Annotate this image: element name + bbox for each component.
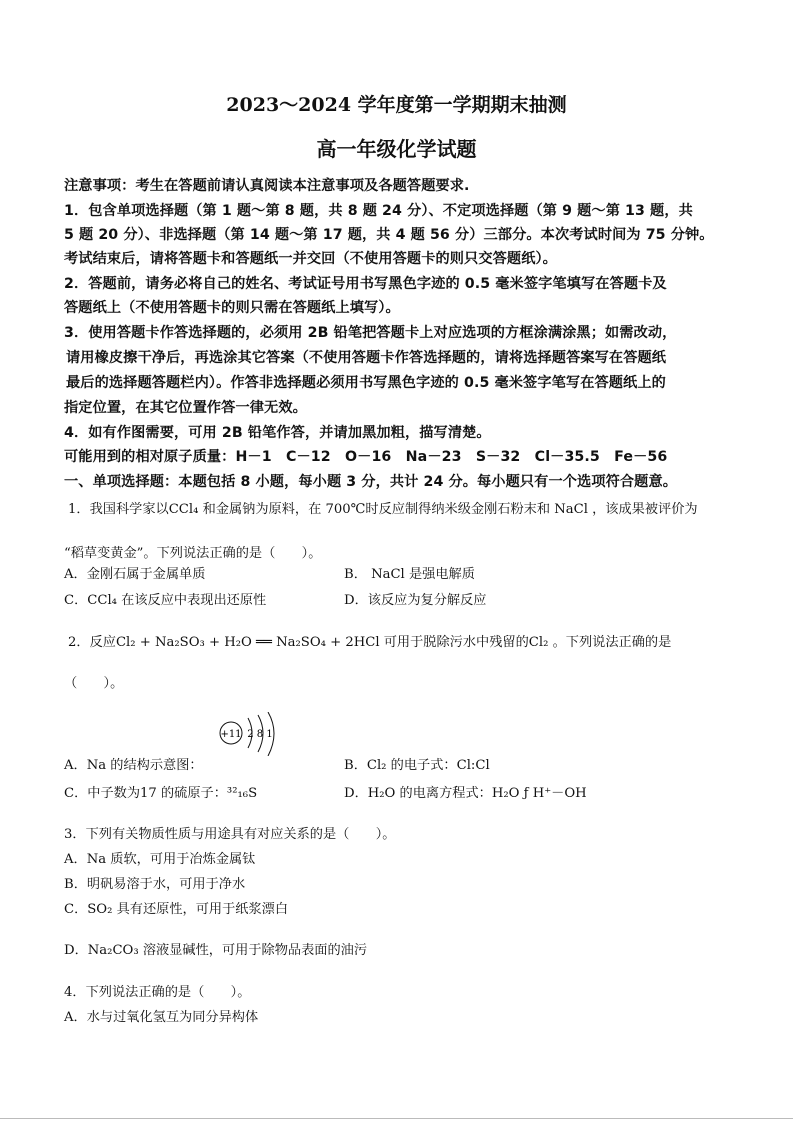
option-c: C．中子数为17 的硫原子：³²₁₆S xyxy=(64,786,258,801)
page-bottom-rule xyxy=(0,1118,793,1119)
option-b: B．明矾易溶于水，可用于净水 xyxy=(64,877,246,892)
notice-line: 考试结束后，请将答题卡和答题纸一并交回（不使用答题卡的则只交答题纸）。 xyxy=(64,251,557,267)
option-a: A．Na 质软，可用于冶炼金属钛 xyxy=(64,852,256,867)
notice-line: 2．答题前，请务必将自己的姓名、考试证号用书写黑色字迹的 0.5 毫米签字笔填写在答题卡及 xyxy=(64,276,667,292)
option-a: A．金刚石属于金属单质 xyxy=(64,567,206,582)
option-d: D．Na₂CO₃ 溶液显碱性，可用于除物品表面的油污 xyxy=(64,943,368,958)
question-stem: 2．反应Cl₂ + Na₂SO₃ + H₂O ══ Na₂SO₄ + 2HCl 可用于脱除污水中残留的Cl₂ 。下列说法正确的是 xyxy=(68,635,672,650)
option-d: D．该反应为复分解反应 xyxy=(344,593,487,608)
notice-line: 最后的选择题答题栏内）。作答非选择题必须用书写黑色字迹的 0.5 毫米签字笔写在答题纸上的 xyxy=(66,375,666,391)
option-a: A．Na 的结构示意图： xyxy=(64,758,203,773)
atomic-masses: 可能用到的相对原子质量：H－1 C－12 O－16 Na－23 S－32 Cl－35.5 Fe－56 xyxy=(64,449,668,465)
notice-line: 4．如有作图需要，可用 2B 铅笔作答，并请加黑加粗，描写清楚。 xyxy=(64,425,491,441)
exam-title: 2023～2024 学年度第一学期期末抽测 xyxy=(226,94,567,116)
question-stem: 3．下列有关物质性质与用途具有对应关系的是（ ）。 xyxy=(64,827,396,842)
option-b: B． NaCl 是强电解质 xyxy=(344,567,475,582)
notice-line: 5 题 20 分）、非选择题（第 14 题～第 17 题，共 4 题 56 分）三部分。本次考试时间为 75 分钟。 xyxy=(64,227,714,243)
option-c: C．CCl₄ 在该反应中表现出还原性 xyxy=(64,593,267,608)
nucleus-charge: +11 xyxy=(220,729,242,740)
section-heading: 一、单项选择题：本题包括 8 小题，每小题 3 分，共计 24 分。每小题只有一个选项符合题意。 xyxy=(64,474,678,490)
question-stem: “稻草变黄金”。下列说法正确的是（ ）。 xyxy=(64,546,322,561)
notice-line: 请用橡皮擦干净后，再选涂其它答案（不使用答题卡作答选择题的，请将选择题答案写在答题纸 xyxy=(66,350,667,366)
notice-line: 指定位置，在其它位置作答一律无效。 xyxy=(64,400,307,416)
notice-line: 答题纸上（不使用答题卡的则只需在答题纸上填写）。 xyxy=(64,300,400,316)
question-stem: 1．我国科学家以CCl₄ 和金属钠为原料，在 700℃时反应制得纳米级金刚石粉末和 NaCl ，该成果被评价为 xyxy=(68,502,698,517)
atom-structure-diagram xyxy=(218,712,280,756)
option-c: C．SO₂ 具有还原性，可用于纸浆漂白 xyxy=(64,902,289,917)
option-d: D．H₂O 的电离方程式：H₂O ƒ H⁺－OH xyxy=(344,786,587,801)
notice-line: 3．使用答题卡作答选择题的，必须用 2B 铅笔把答题卡上对应选项的方框涂满涂黑；如需改动， xyxy=(64,325,677,341)
question-stem: 4．下列说法正确的是（ ）。 xyxy=(64,985,251,1000)
notice-line: 1．包含单项选择题（第 1 题～第 8 题，共 8 题 24 分）、不定项选择题（第 9 题～第 13 题，共 xyxy=(64,203,693,219)
option-b: B．Cl₂ 的电子式：Cl:Cl xyxy=(344,758,490,773)
shell-electrons: 2 8 1 xyxy=(247,729,273,740)
exam-subtitle: 高一年级化学试题 xyxy=(316,137,477,161)
option-a: A．水与过氧化氢互为同分异构体 xyxy=(64,1010,259,1025)
notice-heading: 注意事项：考生在答题前请认真阅读本注意事项及各题答题要求. xyxy=(64,178,470,194)
question-stem: （ ）。 xyxy=(64,676,124,691)
